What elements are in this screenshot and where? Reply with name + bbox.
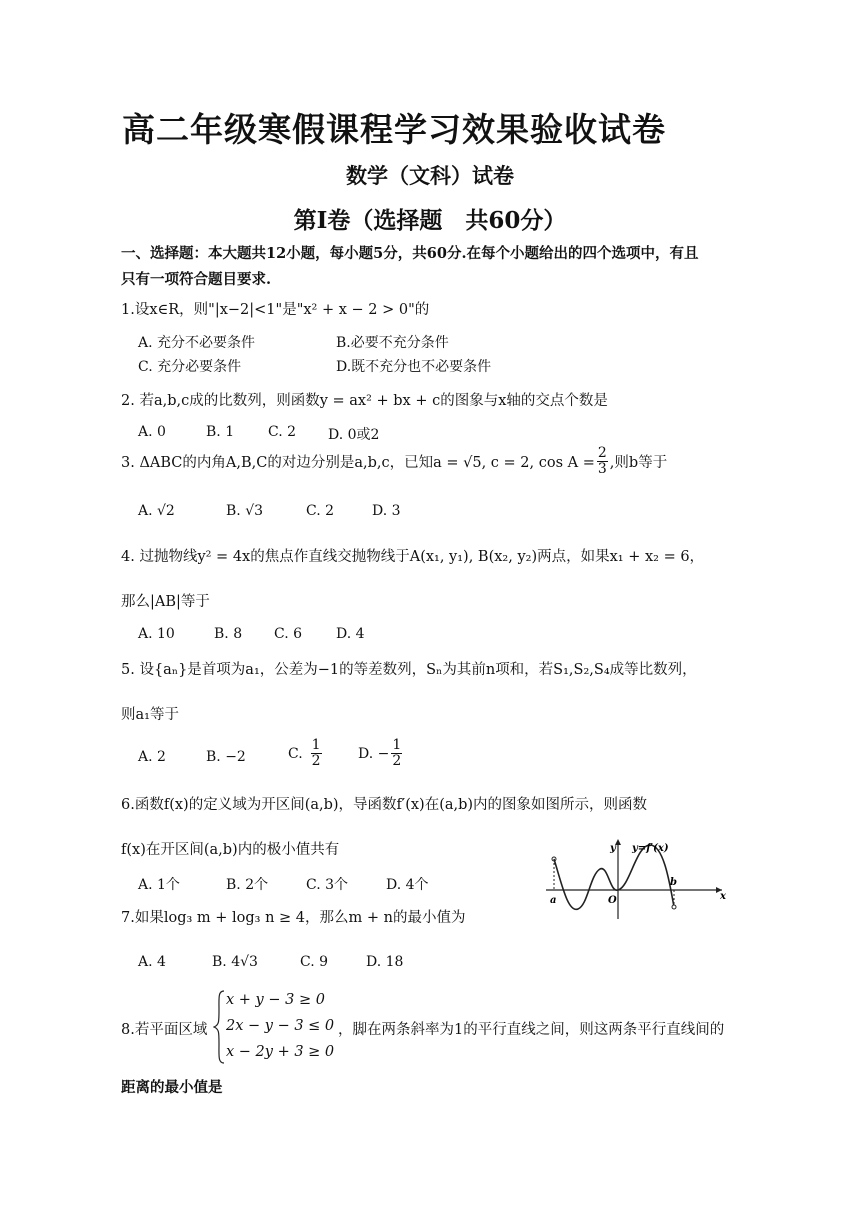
q1-option-c: C. 充分必要条件 (138, 359, 242, 375)
q1-option-b: B.必要不充分条件 (336, 335, 449, 351)
question-2-stem: 2. 若a,b,c成的比数列，则函数y = ax² + bx + c的图象与x轴的交点个数是 (121, 393, 608, 409)
q5-option-c-label: C. (288, 745, 303, 762)
q3-frac-den: 3 (597, 461, 607, 478)
system-inequality-3: x − 2y + 3 ≥ 0 (226, 1044, 335, 1060)
q2-option-c: C. 2 (268, 424, 297, 440)
q4-option-d: D. 4 (336, 626, 365, 642)
instructions-line-2: 只有一项符合题目要求. (121, 271, 272, 288)
q4-option-b: B. 8 (214, 626, 243, 642)
q7-option-d: D. 18 (366, 954, 404, 970)
x-label: x (720, 891, 726, 902)
question-8-stem-post: ，脚在两条斜率为1的平行直线之间，则这两条平行直线间的 (338, 1022, 725, 1038)
q6-option-a: A. 1个 (138, 877, 180, 893)
q6-option-c: C. 3个 (306, 877, 349, 893)
question-1-stem: 1.设x∈R，则"|x−2|<1"是"x² + x − 2 > 0"的 (121, 302, 430, 318)
origin-label: O (608, 895, 617, 906)
question-4-stem-2: 那么|AB|等于 (121, 594, 210, 610)
exam-title: 高二年级寒假课程学习效果验收试卷 (122, 110, 666, 149)
q5-option-c-fraction (311, 738, 322, 770)
question-6-stem-2: f(x)在开区间(a,b)内的极小值共有 (121, 842, 340, 858)
q3-fraction (597, 446, 608, 478)
q1-option-d: D.既不充分也不必要条件 (336, 359, 492, 375)
q3-option-a: A. √2 (138, 503, 175, 519)
system-brace (213, 990, 225, 1064)
q3-option-c: C. 2 (306, 503, 335, 519)
q5-option-a: A. 2 (138, 749, 166, 765)
q4-option-c: C. 6 (274, 626, 303, 642)
q5-d-frac-num: 1 (392, 737, 402, 753)
q2-option-d: D. 0或2 (328, 427, 380, 443)
q5-option-d (358, 738, 404, 770)
instructions-line-1: 一、选择题：本大题共12小题，每小题5分，共60分.在每个小题给出的四个选项中，有且 (121, 245, 699, 262)
q5-option-b: B. −2 (206, 749, 246, 765)
q4-option-a: A. 10 (138, 626, 175, 642)
q5-option-c (288, 738, 324, 770)
derivative-graph-figure (540, 835, 730, 920)
q2-option-a: A. 0 (138, 424, 166, 440)
q2-option-b: B. 1 (206, 424, 235, 440)
exam-subtitle: 数学（文科）试卷 (346, 163, 514, 188)
q1-option-a: A. 充分不必要条件 (138, 335, 256, 351)
q7-option-c: C. 9 (300, 954, 329, 970)
curve-label: y=f′(x) (632, 843, 669, 854)
question-5-stem-1: 5. 设{aₙ}是首项为a₁，公差为−1的等差数列，Sₙ为其前n项和，若S₁,S₂,S₄成等比数列， (121, 662, 697, 678)
q5-c-frac-den: 2 (311, 753, 321, 770)
q5-option-d-fraction (391, 738, 402, 770)
q5-option-d-label: D. − (358, 745, 390, 762)
q7-option-a: A. 4 (138, 954, 166, 970)
question-8-stem-pre: 8.若平面区域 (121, 1022, 208, 1038)
y-axis-arrow (615, 839, 621, 845)
question-6-stem-1: 6.函数f(x)的定义域为开区间(a,b)，导函数f′(x)在(a,b)内的图象如图所示，则函数 (121, 797, 648, 813)
q3-option-d: D. 3 (372, 503, 401, 519)
b-label: b (670, 877, 677, 888)
q3-stem-pre: 3. ΔABC的内角A,B,C的对边分别是a,b,c，已知a = √5, c = 2, cos A = (121, 455, 595, 472)
question-3-stem (121, 446, 667, 478)
question-4-stem-1: 4. 过抛物线y² = 4x的焦点作直线交抛物线于A(x₁, y₁), B(x₂, y₂)两点，如果x₁ + x₂ = 6， (121, 549, 705, 565)
a-label: a (550, 895, 557, 906)
q7-option-b: B. 4√3 (212, 954, 258, 970)
part-heading: 第Ⅰ卷（选择题 共60分） (293, 207, 567, 234)
q3-option-b: B. √3 (226, 503, 264, 519)
q3-frac-num: 2 (597, 445, 607, 461)
question-7-stem: 7.如果log₃ m + log₃ n ≥ 4，那么m + n的最小值为 (121, 910, 466, 926)
q5-c-frac-num: 1 (311, 737, 321, 753)
y-label: y (610, 843, 616, 854)
b-open-point (672, 905, 676, 909)
q6-option-d: D. 4个 (386, 877, 429, 893)
system-inequality-2: 2x − y − 3 ≤ 0 (226, 1018, 335, 1034)
q6-option-b: B. 2个 (226, 877, 269, 893)
q3-stem-post: ,则b等于 (609, 455, 668, 472)
system-inequality-1: x + y − 3 ≥ 0 (226, 992, 325, 1008)
question-5-stem-2: 则a₁等于 (121, 707, 179, 723)
q5-d-frac-den: 2 (392, 753, 402, 770)
question-8-stem-2: 距离的最小值是 (121, 1079, 223, 1096)
